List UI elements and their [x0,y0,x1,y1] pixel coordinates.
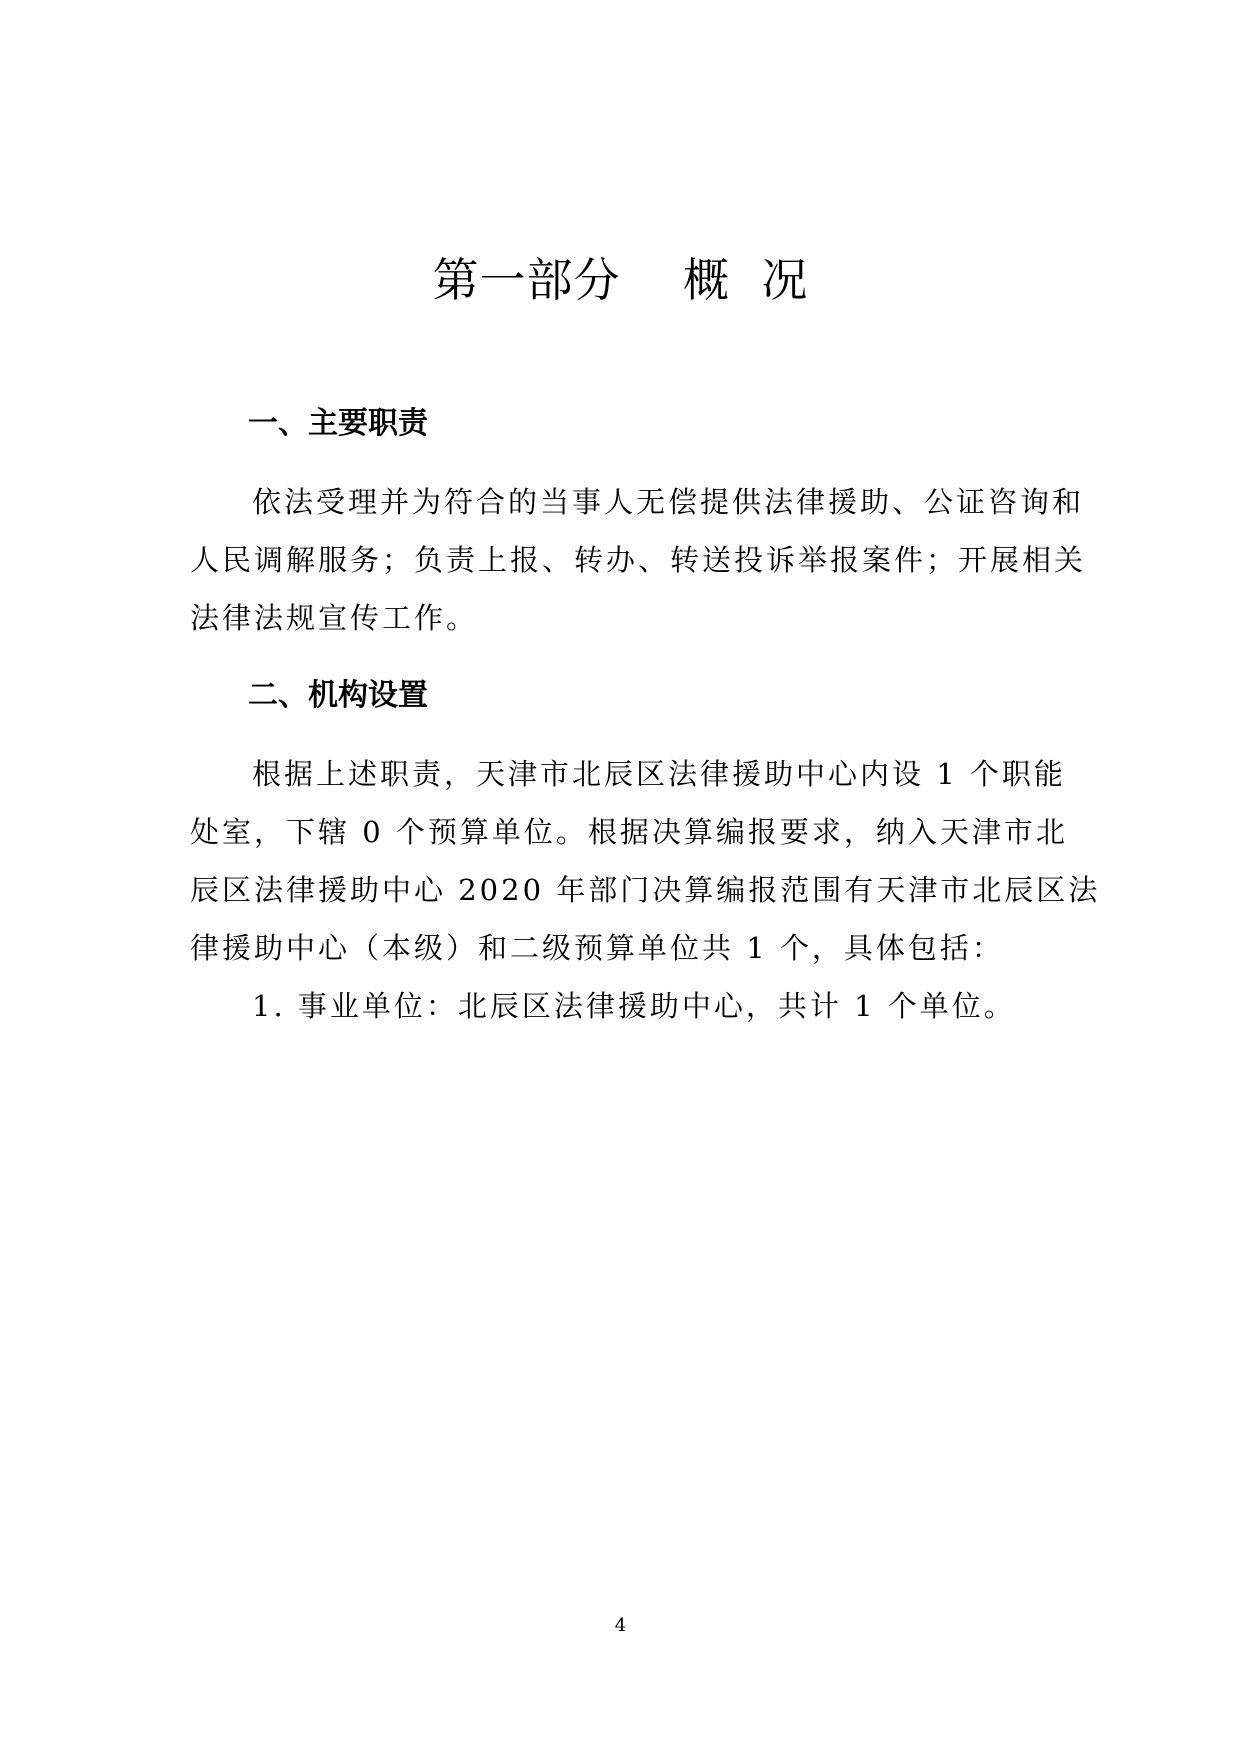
paragraph-line: 根据上述职责，天津市北辰区法律援助中心内设 1 个职能 [252,757,1066,791]
page-title: 第一部分 概 况 [432,253,809,307]
paragraph-line: 法律法规宣传工作。 [190,601,479,635]
list-item: 1. 事业单位：北辰区法律援助中心，共计 1 个单位。 [252,989,1016,1023]
section-heading-org-structure: 二、机构设置 [248,678,428,713]
page-number: 4 [614,1615,627,1636]
section-heading-main-duties: 一、主要职责 [248,406,428,441]
paragraph-line: 依法受理并为符合的当事人无偿提供法律援助、公证咨询和 [252,485,1085,519]
paragraph-line: 辰区法律援助中心 2020 年部门决算编报范围有天津市北辰区法 [190,873,1101,907]
paragraph-line: 律援助中心（本级）和二级预算单位共 1 个，具体包括： [190,931,1004,965]
paragraph-line: 人民调解服务；负责上报、转办、转送投诉举报案件；开展相关 [190,543,1087,577]
paragraph-line: 处室，下辖 0 个预算单位。根据决算编报要求，纳入天津市北 [190,815,1068,849]
